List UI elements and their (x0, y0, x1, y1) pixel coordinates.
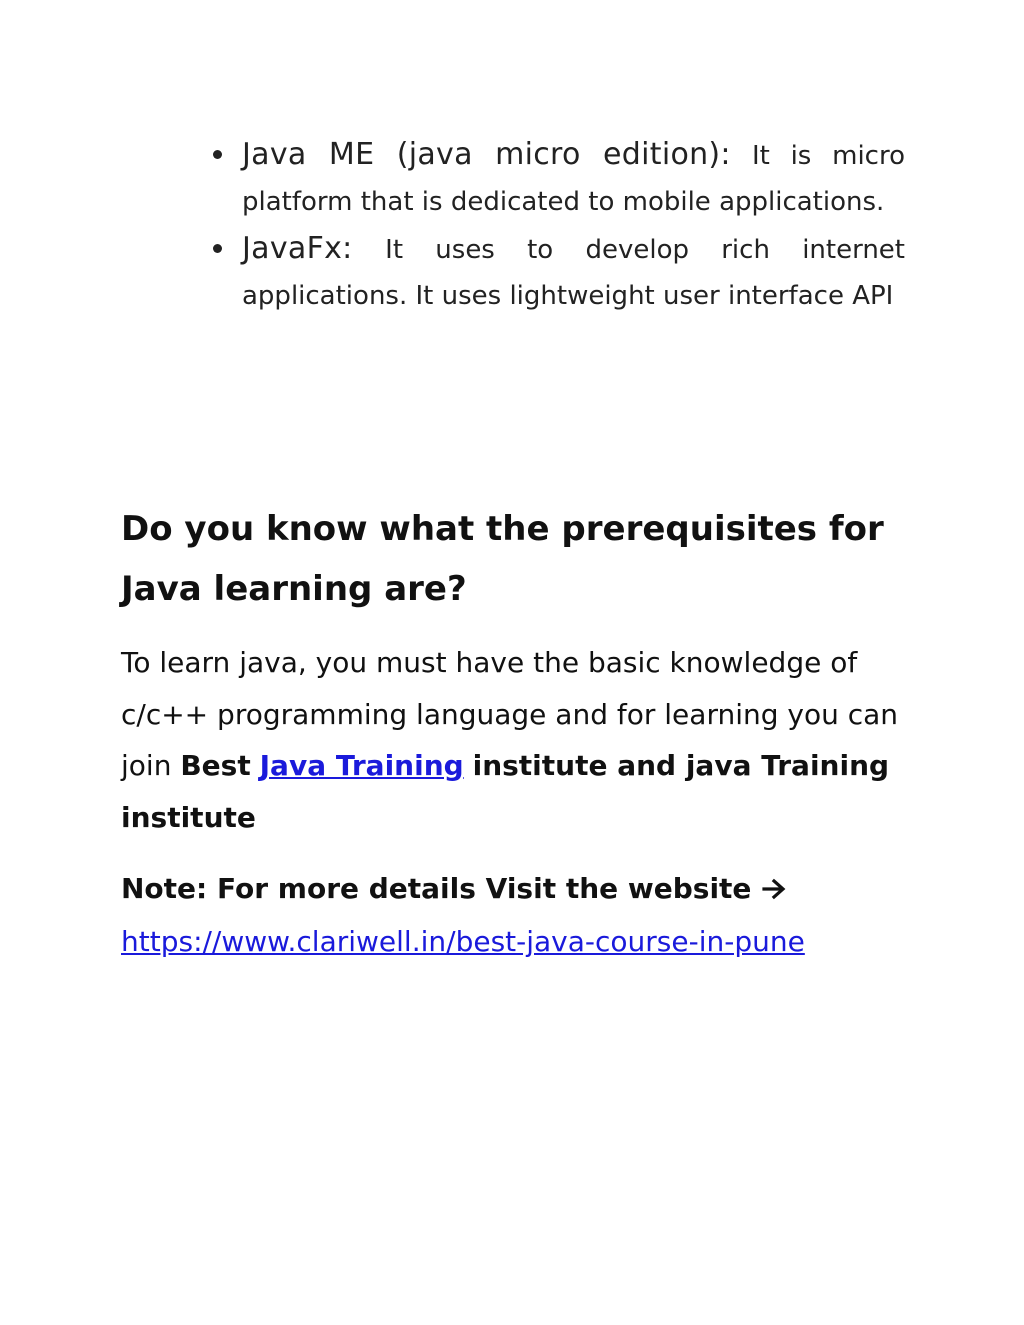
bullet-dot-icon (213, 244, 222, 253)
paragraph-bold-institute: institute and java Training institute (121, 749, 890, 834)
section-heading: Do you know what the prerequisites for Java learning are? (121, 509, 884, 609)
website-url-link[interactable]: https://www.clariwell.in/best-java-course-in-pune (121, 925, 805, 958)
bullet-description: It uses to develop rich internet applications. It uses lightweight user interface API (242, 235, 905, 311)
bullet-term: Java ME (java micro edition): (242, 137, 731, 172)
note-label: Note: For more details Visit the website (121, 872, 752, 905)
bullet-dot-icon (213, 150, 222, 159)
bullet-item-java-me (213, 132, 905, 225)
paragraph-intro: To learn java, you must have the basic knowledge of c/c++ programming language and for learning you can join (121, 646, 899, 782)
note-block (121, 862, 921, 968)
body-paragraph (121, 637, 921, 843)
bullet-list (213, 132, 905, 319)
bullet-item-javafx (213, 226, 905, 319)
java-training-link[interactable]: Java Training (259, 749, 464, 782)
right-arrow-icon (762, 878, 788, 900)
paragraph-bold-best: Best (180, 749, 251, 782)
bullet-description: It is micro platform that is dedicated to mobile applications. (242, 141, 905, 217)
bullet-term: JavaFx: (242, 231, 353, 266)
